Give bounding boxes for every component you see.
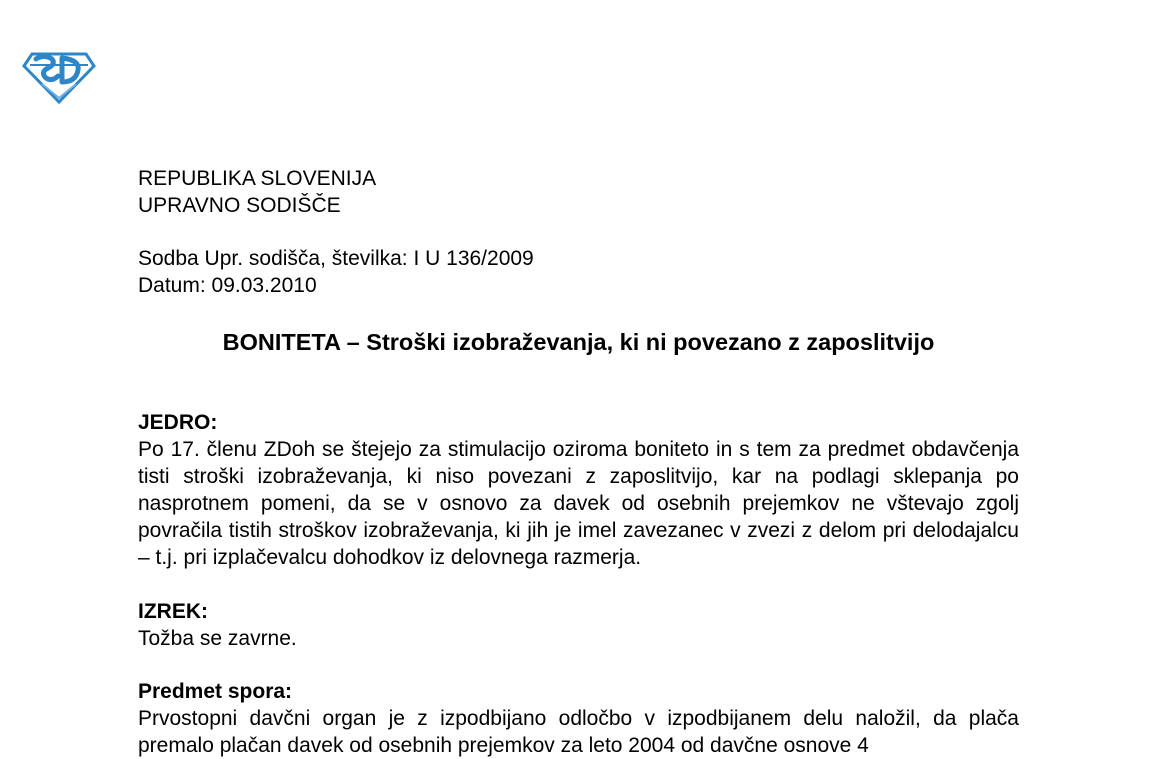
section-text: Prvostopni davčni organ je z izpodbijano odločbo v izpodbijanem delu naložil, da plača premalo plačan davek od osebnih prejemkov za leto 2004 od davčne osnove 4 — [138, 707, 1019, 757]
section-jedro — [138, 409, 1019, 571]
case-date: Datum: 09.03.2010 — [138, 274, 317, 297]
sd-logo-icon — [22, 48, 96, 104]
court-header — [138, 165, 1019, 219]
section-izrek — [138, 598, 1019, 652]
section-text: Tožba se zavrne. — [138, 627, 297, 650]
header-country: REPUBLIKA SLOVENIJA — [138, 167, 377, 190]
document-title: BONITETA – Stroški izobraževanja, ki ni povezano z zaposlitvijo — [222, 329, 935, 355]
section-heading: IZREK: — [138, 600, 208, 623]
header-court: UPRAVNO SODIŠČE — [138, 194, 341, 217]
section-text: Po 17. členu ZDoh se štejejo za stimulacijo oziroma boniteto in s tem za predmet obdavčenja tisti stroški izobraževanja, ki niso povezani z zaposlitvijo, kar na podlagi sklepanja po nasprotnem pomeni, da se v osnovo za davek od osebnih prejemkov ne vštevajo zgolj povračila tistih stroškov izobraževanja, ki jih je imel zavezanec v zvezi z delom pri delodajalcu – t.j. pri izplačevalcu dohodkov iz delovnega razmerja. — [138, 438, 1019, 569]
case-meta — [138, 245, 1019, 299]
case-number: Sodba Upr. sodišča, številka: I U 136/2009 — [138, 247, 534, 270]
section-heading: JEDRO: — [138, 411, 218, 434]
section-predmet — [138, 678, 1019, 759]
section-heading: Predmet spora: — [138, 680, 293, 703]
